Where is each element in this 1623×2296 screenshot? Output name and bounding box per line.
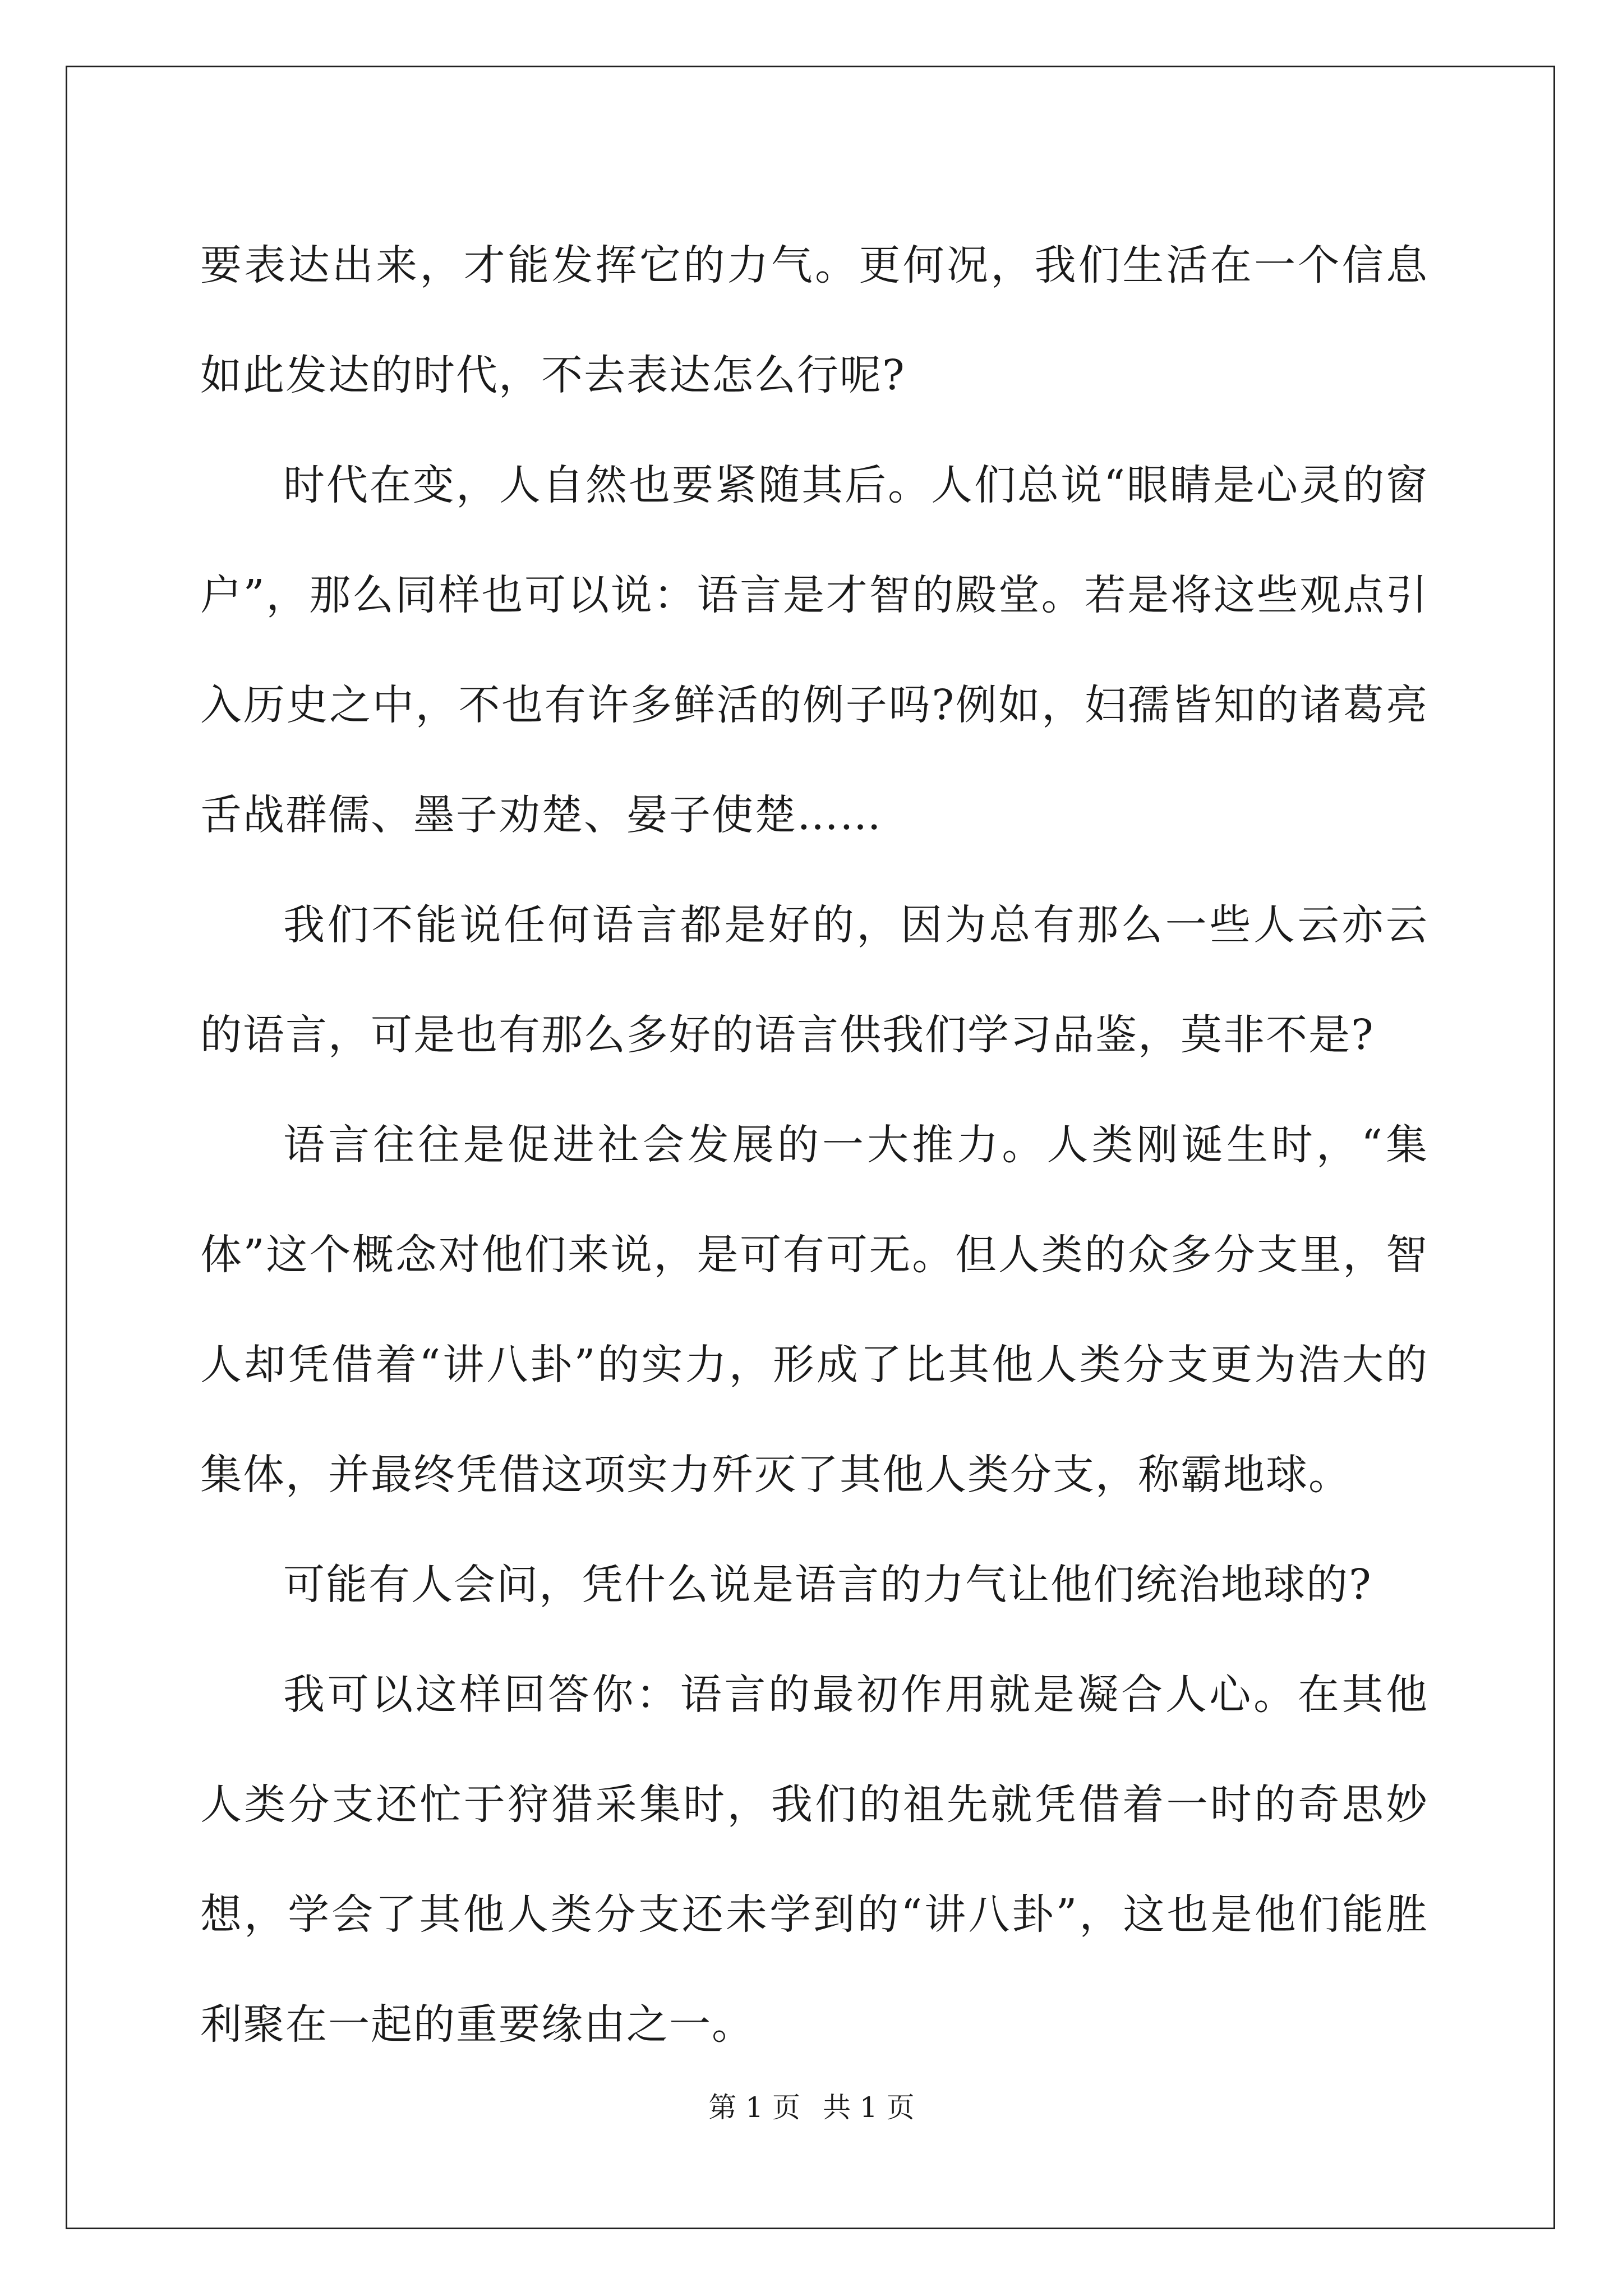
paragraph-2: 时代在变，人自然也要紧随其后。人们总说“眼睛是心灵的窗户”，那么同样也可以说：语言是才智的殿堂。若是将这些观点引入历史之中，不也有许多鲜活的例子吗?例如，妇孺皆知的诸葛亮舌战群儒、墨子劝楚、晏子使楚…… [200, 461, 1428, 839]
page-number: 第 1 页 [708, 2091, 800, 2124]
paragraph-4: 语言往往是促进社会发展的一大推力。人类刚诞生时，“集体”这个概念对他们来说，是可有可无。但人类的众多分支里，智人却凭借着“讲八卦”的实力，形成了比其他人类分支更为浩大的集体，并最终凭借这项实力歼灭了其他人类分支，称霸地球。 [200, 1121, 1428, 1499]
paragraph-3: 我们不能说任何语言都是好的，因为总有那么一些人云亦云的语言，可是也有那么多好的语言供我们学习品鉴，莫非不是? [200, 901, 1428, 1059]
paragraph-5: 可能有人会问，凭什么说是语言的力气让他们统治地球的? [283, 1561, 1372, 1609]
page-total: 共 1 页 [823, 2091, 915, 2124]
paragraph-6: 我可以这样回答你：语言的最初作用就是凝合人心。在其他人类分支还忙于狩猎采集时，我们的祖先就凭借着一时的奇思妙想，学会了其他人类分支还未学到的“讲八卦”，这也是他们能胜利聚在一起的重要缘由之一。 [200, 1671, 1428, 2049]
page-footer [0, 2091, 1623, 2124]
paragraph-1: 要表达出来，才能发挥它的力气。更何况，我们生活在一个信息如此发达的时代，不去表达怎么行呢? [200, 241, 1428, 399]
document-body [200, 210, 1428, 2079]
